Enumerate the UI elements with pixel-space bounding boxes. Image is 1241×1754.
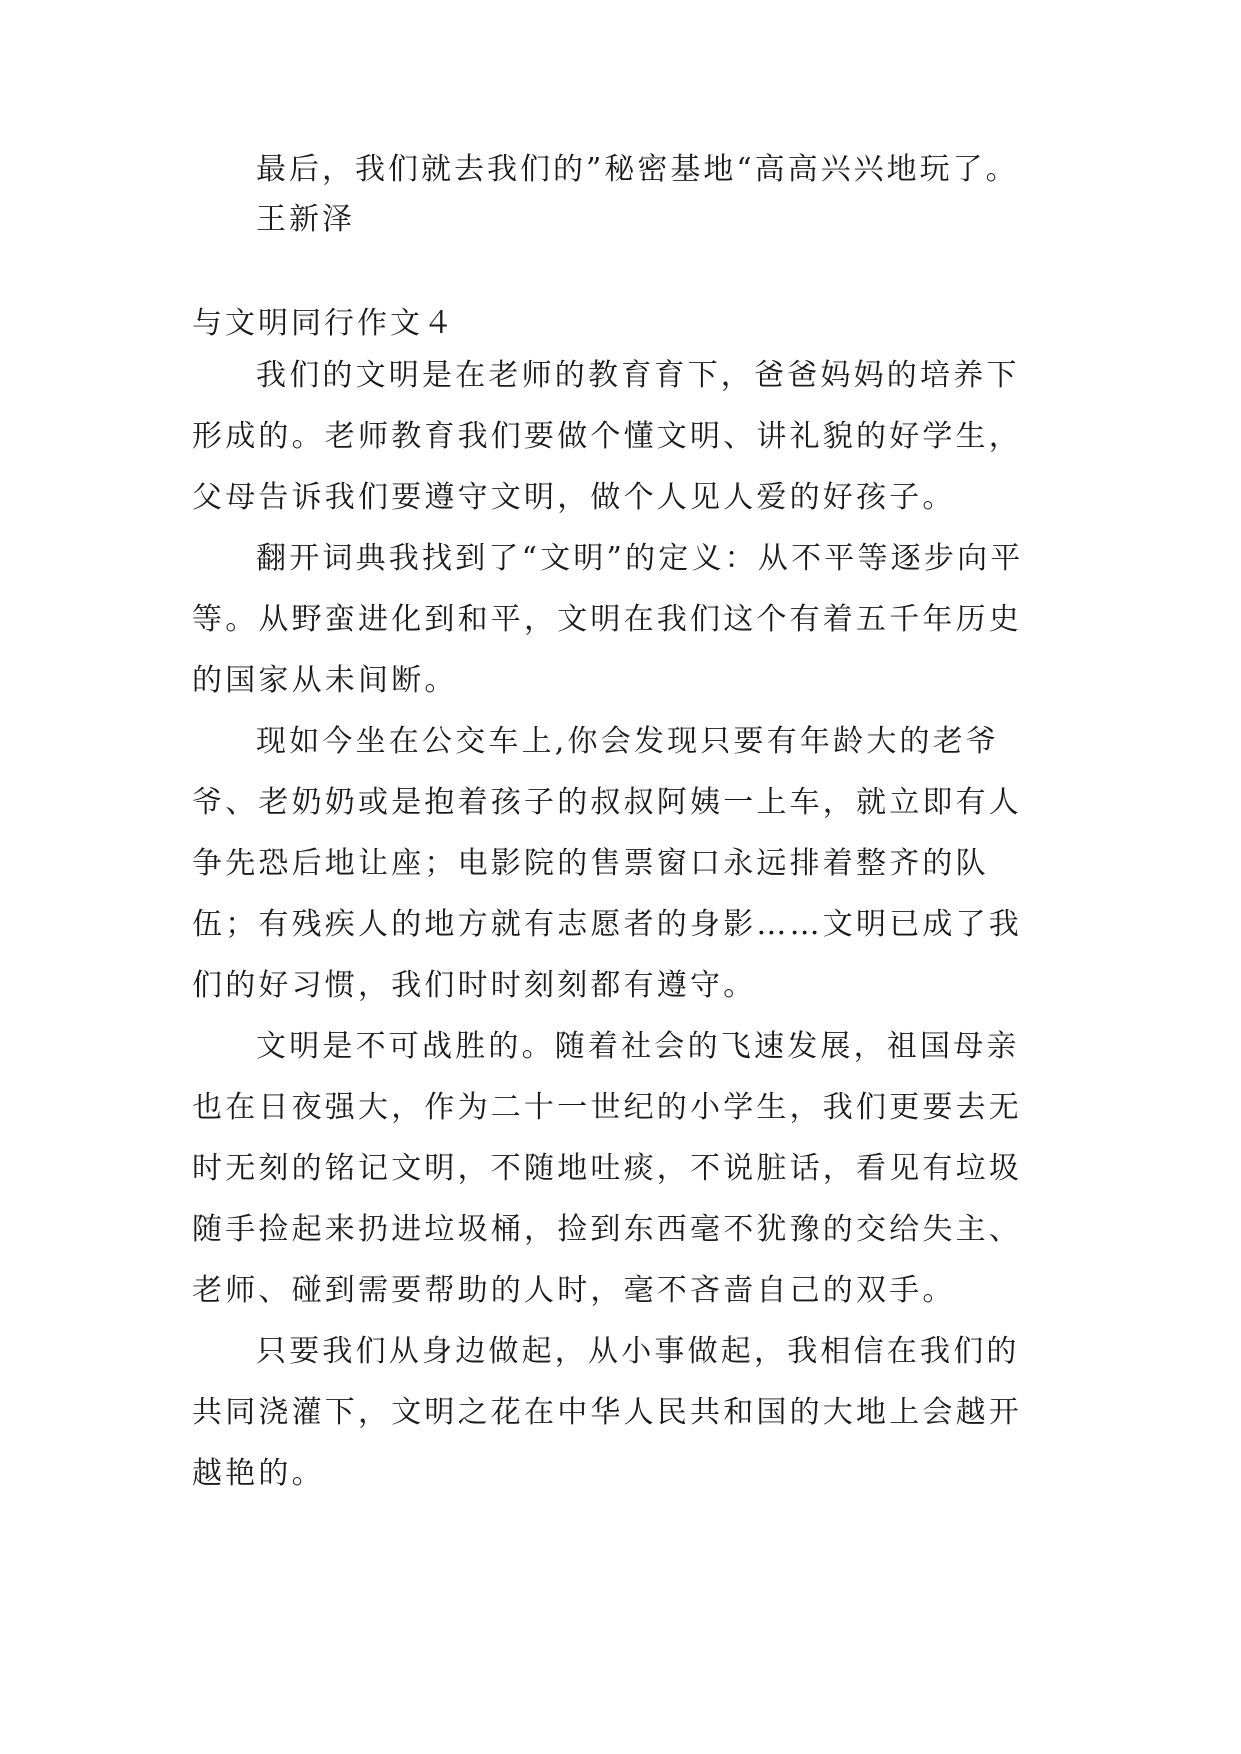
essay-body [192,345,1044,1504]
previous-essay-author: 王新泽 [256,202,355,237]
essay-paragraph-3: 现如今坐在公交车上,你会发现只要有年龄大的老爷爷、老奶奶或是抱着孩子的叔叔阿姨一上车，就立即有人争先恐后地让座；电影院的售票窗口永远排着整齐的队伍；有残疾人的地方就有志愿者的身影……文明已成了我们的好习惯，我们时时刻刻都有遵守。 [192,724,1022,1003]
essay-title: 与文明同行作文４ [192,306,456,341]
essay-paragraph-5: 只要我们从身边做起，从小事做起，我相信在我们的共同浇灌下，文明之花在中华人民共和国的大地上会越开越艳的。 [192,1334,1022,1491]
previous-essay-closing-line: 最后，我们就去我们的”秘密基地“高高兴兴地玩了。 [256,152,1019,187]
essay-paragraph-1: 我们的文明是在老师的教育育下，爸爸妈妈的培养下形成的。老师教育我们要做个懂文明、讲礼貌的好学生，父母告诉我们要遵守文明，做个人见人爱的好孩子。 [192,358,1022,515]
essay-paragraph-4: 文明是不可战胜的。随着社会的飞速发展，祖国母亲也在日夜强大，作为二十一世纪的小学生，我们更要去无时无刻的铭记文明，不随地吐痰，不说脏话，看见有垃圾随手捡起来扔进垃圾桶，捡到东西毫不犹豫的交给失主、老师、碰到需要帮助的人时，毫不吝啬自己的双手。 [192,1029,1022,1308]
essay-paragraph-2: 翻开词典我找到了“文明”的定义：从不平等逐步向平等。从野蛮进化到和平，文明在我们这个有着五千年历史的国家从未间断。 [192,541,1024,698]
